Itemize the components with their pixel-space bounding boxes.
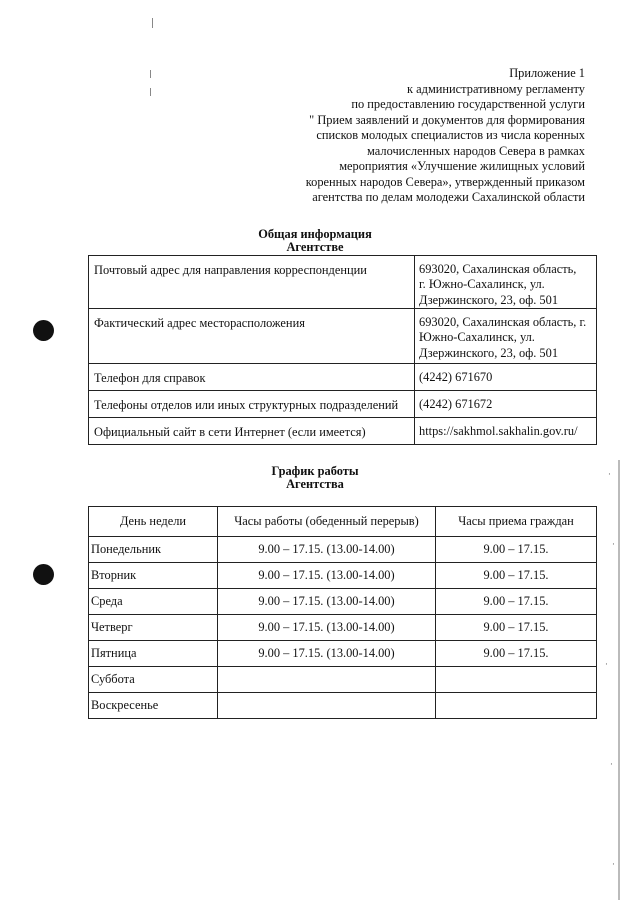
- punch-hole-top: [33, 320, 54, 341]
- header-line: мероприятия «Улучшение жилищных условий: [339, 159, 585, 173]
- column-header-reception: Часы приема граждан: [436, 507, 597, 537]
- reception-cell: 9.00 – 17.15.: [436, 589, 597, 615]
- table-row: [89, 693, 597, 719]
- reception-cell: 9.00 – 17.15.: [436, 537, 597, 563]
- reception-cell: 9.00 – 17.15.: [436, 615, 597, 641]
- header-line: списков молодых специалистов из числа коренных: [316, 128, 585, 142]
- info-value-line: Дзержинского, 23, оф. 501: [419, 345, 559, 360]
- info-value-line: (4242) 671670: [419, 370, 493, 384]
- reception-cell: 9.00 – 17.15.: [436, 563, 597, 589]
- hours-cell: 9.00 – 17.15. (13.00-14.00): [218, 563, 436, 589]
- hours-cell: 9.00 – 17.15. (13.00-14.00): [218, 641, 436, 667]
- header-line: малочисленных народов Севера в рамках: [367, 143, 585, 158]
- table-row: [89, 537, 597, 563]
- hours-cell: [218, 693, 436, 719]
- document-header: [255, 66, 585, 206]
- punch-hole-bottom: [33, 564, 54, 585]
- scan-speck: ·: [612, 860, 615, 870]
- hours-cell: 9.00 – 17.15. (13.00-14.00): [218, 615, 436, 641]
- hours-cell: [218, 667, 436, 693]
- info-title-line1: Общая информация: [258, 227, 372, 241]
- scan-mark: [618, 460, 620, 900]
- info-value-line: г. Южно-Сахалинск, ул.: [419, 277, 545, 292]
- info-table: [88, 255, 597, 445]
- day-cell: Четверг: [89, 615, 218, 641]
- header-line: коренных народов Севера», утвержденный приказом: [305, 174, 585, 189]
- table-row: [89, 418, 597, 445]
- table-row: [89, 364, 597, 391]
- header-line: к административному регламенту: [407, 81, 585, 96]
- info-label: Телефоны отделов или иных структурных подразделений: [89, 391, 415, 418]
- info-value-line: 693020, Сахалинская область,: [419, 262, 577, 276]
- info-value: [415, 418, 597, 445]
- info-value-line: Южно-Сахалинск, ул.: [419, 330, 535, 345]
- scan-mark: [150, 88, 151, 96]
- info-value: [415, 256, 597, 309]
- header-line: агентства по делам молодежи Сахалинской области: [312, 190, 585, 204]
- scan-speck: ·: [605, 660, 608, 670]
- table-row: [89, 256, 597, 309]
- reception-cell: [436, 667, 597, 693]
- header-line: " Прием заявлений и документов для формирования: [309, 112, 585, 127]
- info-value-line: Дзержинского, 23, оф. 501: [419, 292, 559, 307]
- info-title-line2: Агентстве: [286, 240, 344, 254]
- table-row: [89, 563, 597, 589]
- reception-cell: 9.00 – 17.15.: [436, 641, 597, 667]
- info-label: Почтовый адрес для направления корреспонденции: [89, 256, 415, 309]
- schedule-title-line1: График работы: [271, 464, 359, 478]
- scan-mark: [152, 18, 153, 28]
- scan-mark: [150, 70, 151, 78]
- schedule-table: [88, 506, 597, 719]
- table-row: [89, 391, 597, 418]
- info-value: [415, 391, 597, 418]
- info-label: Телефон для справок: [89, 364, 415, 391]
- schedule-section-title: [45, 465, 585, 491]
- scan-speck: ·: [608, 470, 611, 480]
- info-section-title: [45, 228, 585, 254]
- day-cell: Среда: [89, 589, 218, 615]
- table-row: [89, 641, 597, 667]
- day-cell: Вторник: [89, 563, 218, 589]
- schedule-title-line2: Агентства: [286, 477, 344, 491]
- day-cell: Суббота: [89, 667, 218, 693]
- scan-speck: ·: [612, 540, 615, 550]
- day-cell: Понедельник: [89, 537, 218, 563]
- website-link: https://sakhmol.sakhalin.gov.ru/: [419, 424, 578, 438]
- day-cell: Воскресенье: [89, 693, 218, 719]
- scan-speck: ·: [610, 760, 613, 770]
- reception-cell: [436, 693, 597, 719]
- table-row: [89, 667, 597, 693]
- info-value: [415, 364, 597, 391]
- column-header-hours: Часы работы (обеденный перерыв): [218, 507, 436, 537]
- table-header-row: [89, 507, 597, 537]
- table-row: [89, 589, 597, 615]
- header-line: Приложение 1: [509, 66, 585, 80]
- hours-cell: 9.00 – 17.15. (13.00-14.00): [218, 537, 436, 563]
- info-value: [415, 309, 597, 364]
- day-cell: Пятница: [89, 641, 218, 667]
- info-value-line: 693020, Сахалинская область, г.: [419, 315, 587, 329]
- table-row: [89, 309, 597, 364]
- info-value-line: (4242) 671672: [419, 397, 493, 411]
- info-label: Официальный сайт в сети Интернет (если имеется): [89, 418, 415, 445]
- column-header-day: День недели: [89, 507, 218, 537]
- header-line: по предоставлению государственной услуги: [351, 97, 585, 111]
- info-label: Фактический адрес месторасположения: [89, 309, 415, 364]
- hours-cell: 9.00 – 17.15. (13.00-14.00): [218, 589, 436, 615]
- table-row: [89, 615, 597, 641]
